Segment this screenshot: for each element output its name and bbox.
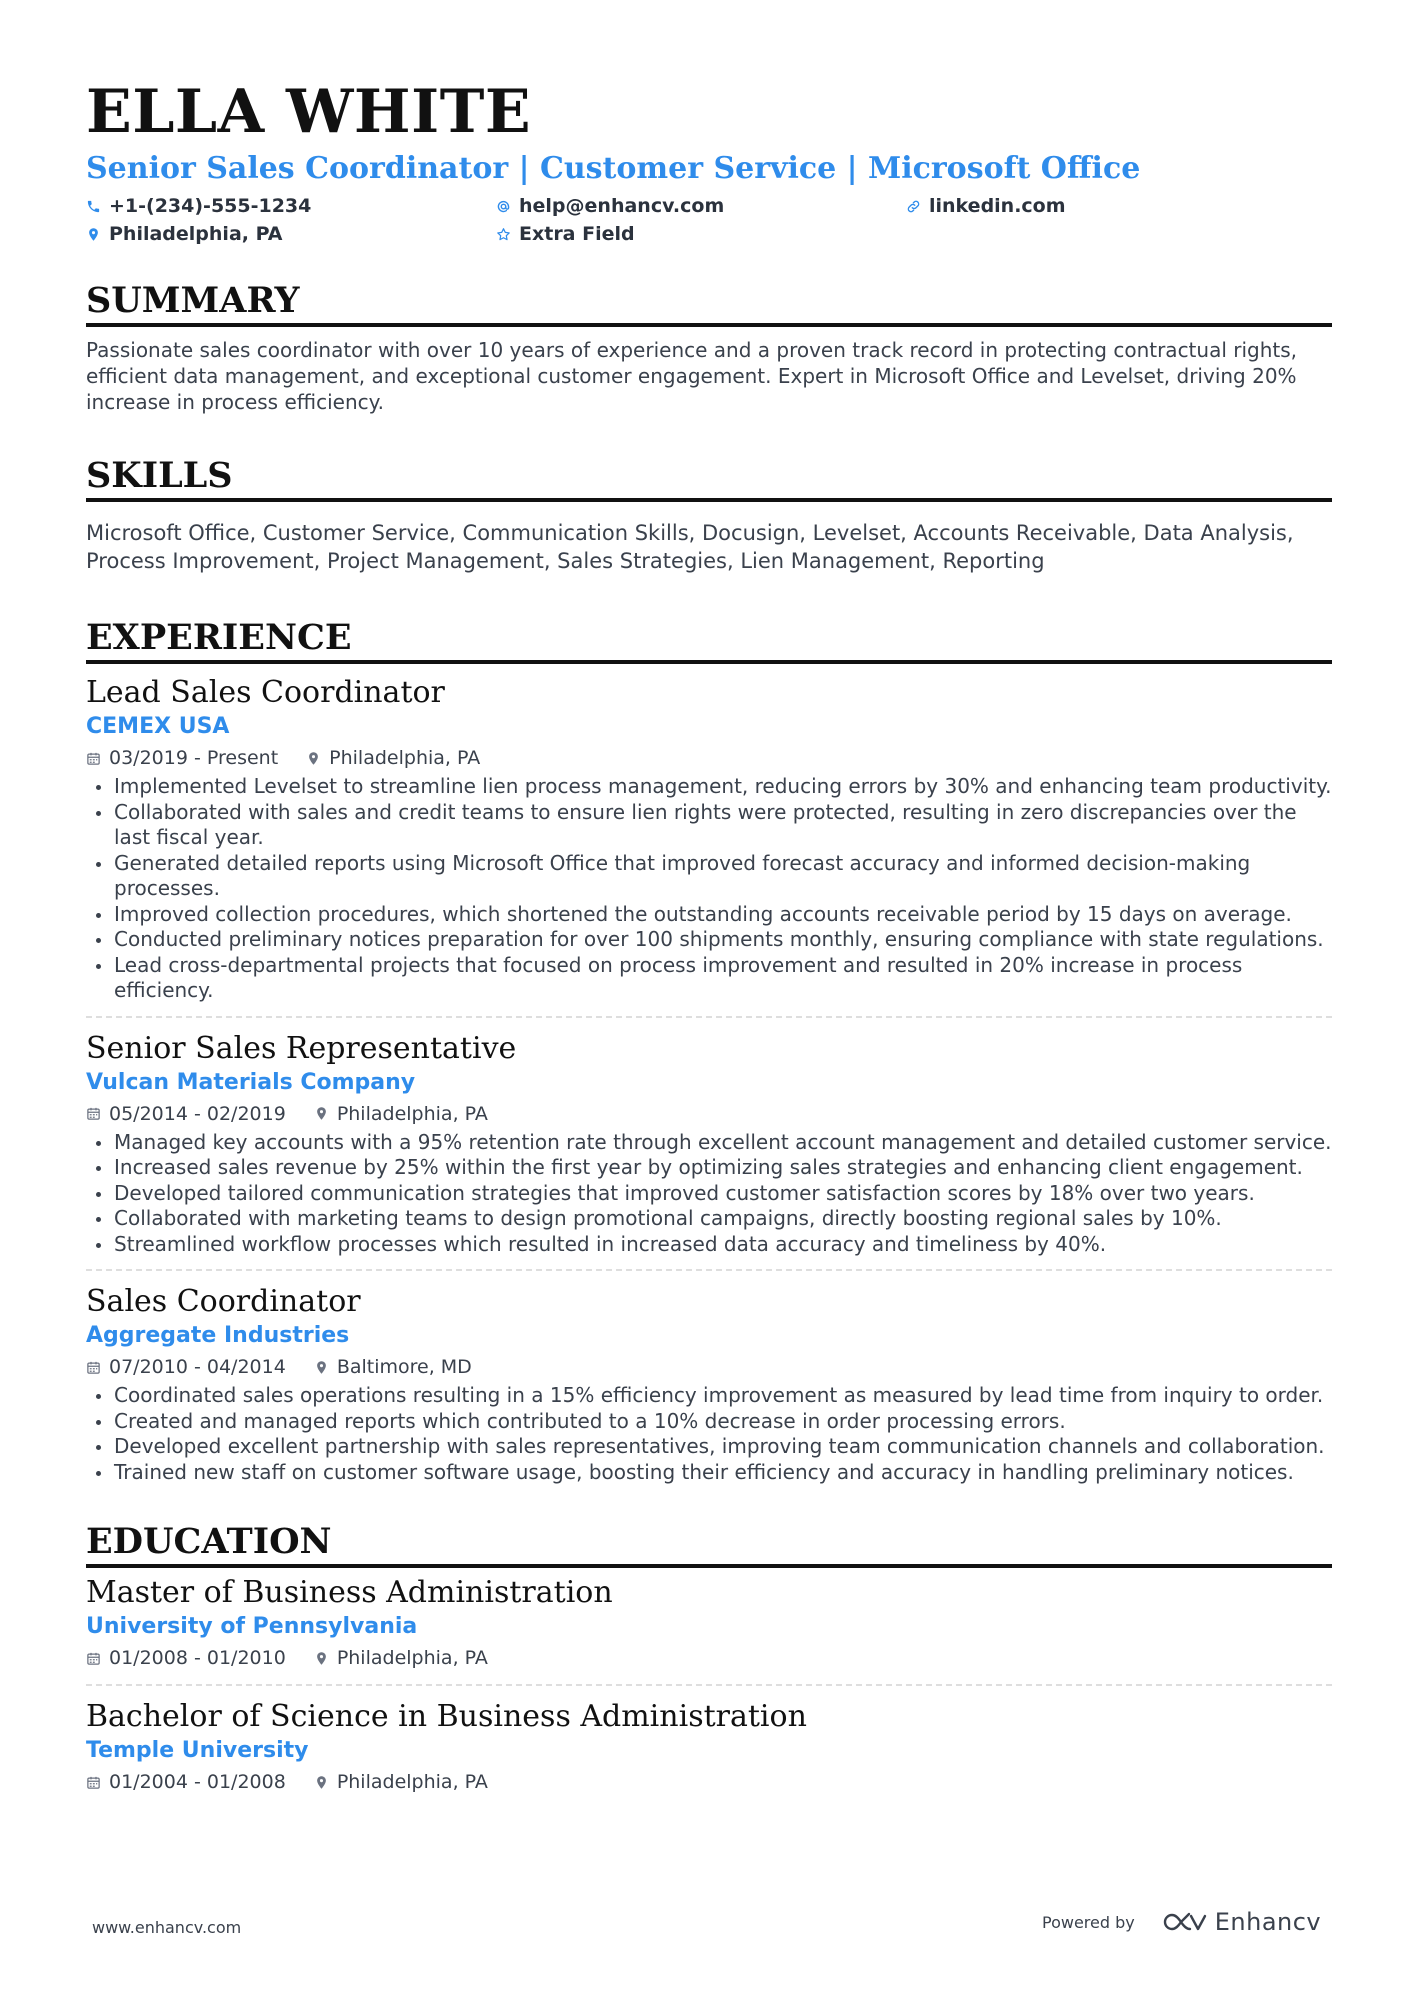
contact-extra <box>496 222 906 246</box>
job-meta <box>86 744 1332 772</box>
contact-email[interactable] <box>496 194 906 218</box>
brand-name: Enhancv <box>1214 1908 1322 1936</box>
job-location: Philadelphia, PA <box>336 1102 488 1125</box>
bullet-item: Streamlined workflow processes which resulted in increased data accuracy and timeliness by 40%. <box>86 1232 1332 1258</box>
education-heading: EDUCATION <box>86 1521 1332 1568</box>
candidate-title: Senior Sales Coordinator | Customer Service | Microsoft Office <box>86 151 1141 186</box>
contact-info <box>86 194 1332 246</box>
education-dates: 01/2008 - 01/2010 <box>109 1647 286 1669</box>
calendar-icon <box>86 1775 101 1790</box>
job-bullets <box>86 1383 1332 1485</box>
calendar-icon <box>86 751 101 766</box>
contact-linkedin[interactable] <box>906 194 1316 218</box>
calendar-icon <box>86 1651 101 1666</box>
contact-phone <box>86 194 496 218</box>
candidate-name: ELLA WHITE <box>86 77 532 147</box>
bullet-item: Conducted preliminary notices preparation for over 100 shipments monthly, ensuring compliance with state regulations. <box>86 927 1332 953</box>
education-meta <box>86 1768 1332 1796</box>
job-dates: 03/2019 - Present <box>109 747 279 769</box>
job-dates: 05/2014 - 02/2019 <box>109 1102 286 1125</box>
linkedin-text: linkedin.com <box>929 195 1066 217</box>
job-location: Philadelphia, PA <box>329 747 481 769</box>
bullet-item: Collaborated with marketing teams to design promotional campaigns, directly boosting regional sales by 10%. <box>86 1206 1332 1232</box>
degree-title: Bachelor of Science in Business Administration <box>86 1699 807 1734</box>
experience-entry <box>86 674 1332 1004</box>
skills-text: Microsoft Office, Customer Service, Communication Skills, Docusign, Levelset, Accounts Receivable, Data Analysis, Process Improvement, Project Management, Sales Strategies, Lien Management, Reporting <box>86 521 1294 573</box>
map-pin-icon <box>314 1106 329 1121</box>
job-title: Lead Sales Coordinator <box>86 675 445 710</box>
education-location: Philadelphia, PA <box>336 1771 488 1793</box>
phone-text: +1-(234)-555-1234 <box>109 195 312 217</box>
star-icon <box>496 227 511 242</box>
company-name: CEMEX USA <box>86 714 230 739</box>
skills-heading: SKILLS <box>86 455 1332 502</box>
bullet-item: Improved collection procedures, which shortened the outstanding accounts receivable period by 15 days on average. <box>86 902 1332 928</box>
experience-entry <box>86 1030 1332 1258</box>
summary-text: Passionate sales coordinator with over 10 years of experience and a proven track record in protecting contractual rights, efficient data management, and exceptional customer engagement. Expert in Microsoft Office and Levelset, driving 20% increase in process efficiency. <box>86 338 1298 414</box>
entry-divider <box>86 1684 1332 1686</box>
school-name: Temple University <box>86 1738 309 1763</box>
bullet-item: Developed excellent partnership with sales representatives, improving team communication channels and collaboration. <box>86 1434 1332 1460</box>
map-pin-icon <box>306 751 321 766</box>
degree-title: Master of Business Administration <box>86 1575 613 1610</box>
calendar-icon <box>86 1360 101 1375</box>
job-meta <box>86 1353 1332 1381</box>
education-meta <box>86 1644 1332 1672</box>
education-entry <box>86 1574 1332 1672</box>
entry-divider <box>86 1016 1332 1018</box>
job-bullets <box>86 1130 1332 1258</box>
summary-section <box>86 280 1332 415</box>
education-location: Philadelphia, PA <box>336 1647 488 1669</box>
footer-website[interactable]: www.enhancv.com <box>92 1918 242 1937</box>
link-icon <box>906 199 921 214</box>
education-dates: 01/2004 - 01/2008 <box>109 1771 286 1793</box>
bullet-item: Trained new staff on customer software usage, boosting their efficiency and accuracy in handling preliminary notices. <box>86 1460 1332 1486</box>
bullet-item: Created and managed reports which contributed to a 10% decrease in order processing errors. <box>86 1409 1332 1435</box>
bullet-item: Implemented Levelset to streamline lien process management, reducing errors by 30% and enhancing team productivity. <box>86 774 1332 800</box>
resume-content <box>86 76 1332 1796</box>
enhancv-logo-icon <box>1161 1910 1207 1934</box>
bullet-item: Lead cross-departmental projects that focused on process improvement and resulted in 20% increase in process efficiency. <box>86 953 1332 1004</box>
bullet-item: Developed tailored communication strategies that improved customer satisfaction scores by 18% over two years. <box>86 1181 1332 1207</box>
job-location: Baltimore, MD <box>336 1356 472 1378</box>
header <box>86 76 1332 246</box>
education-section <box>86 1521 1332 1796</box>
experience-section <box>86 617 1332 1485</box>
map-pin-icon <box>314 1651 329 1666</box>
footer-branding <box>1042 1908 1321 1936</box>
job-dates: 07/2010 - 04/2014 <box>109 1356 286 1378</box>
company-name: Aggregate Industries <box>86 1323 350 1348</box>
education-entry <box>86 1698 1332 1796</box>
phone-icon <box>86 199 101 214</box>
job-title: Sales Coordinator <box>86 1284 361 1319</box>
company-name: Vulcan Materials Company <box>86 1069 416 1095</box>
bullet-item: Increased sales revenue by 25% within the first year by optimizing sales strategies and enhancing client engagement. <box>86 1155 1332 1181</box>
school-name: University of Pennsylvania <box>86 1614 418 1639</box>
bullet-item: Generated detailed reports using Microsoft Office that improved forecast accuracy and informed decision-making processes. <box>86 851 1332 902</box>
map-pin-icon <box>314 1360 329 1375</box>
powered-by-text: Powered by <box>1042 1912 1135 1932</box>
job-meta <box>86 1100 1332 1128</box>
calendar-icon <box>86 1106 101 1121</box>
job-bullets <box>86 774 1332 1004</box>
skills-section <box>86 455 1332 575</box>
bullet-item: Collaborated with sales and credit teams to ensure lien rights were protected, resulting in zero discrepancies over the last fiscal year. <box>86 800 1332 851</box>
extra-field-text: Extra Field <box>519 223 635 245</box>
contact-location <box>86 222 496 246</box>
summary-heading: SUMMARY <box>86 280 1332 327</box>
map-pin-icon <box>86 227 101 242</box>
map-pin-icon <box>314 1775 329 1790</box>
experience-entry <box>86 1283 1332 1485</box>
email-text: help@enhancv.com <box>519 195 725 217</box>
bullet-item: Managed key accounts with a 95% retention rate through excellent account management and detailed customer service. <box>86 1130 1332 1156</box>
experience-heading: EXPERIENCE <box>86 617 1332 664</box>
at-icon <box>496 199 511 214</box>
job-title: Senior Sales Representative <box>86 1030 517 1066</box>
location-text: Philadelphia, PA <box>109 223 283 245</box>
entry-divider <box>86 1269 1332 1271</box>
bullet-item: Coordinated sales operations resulting in a 15% efficiency improvement as measured by lead time from inquiry to order. <box>86 1383 1332 1409</box>
